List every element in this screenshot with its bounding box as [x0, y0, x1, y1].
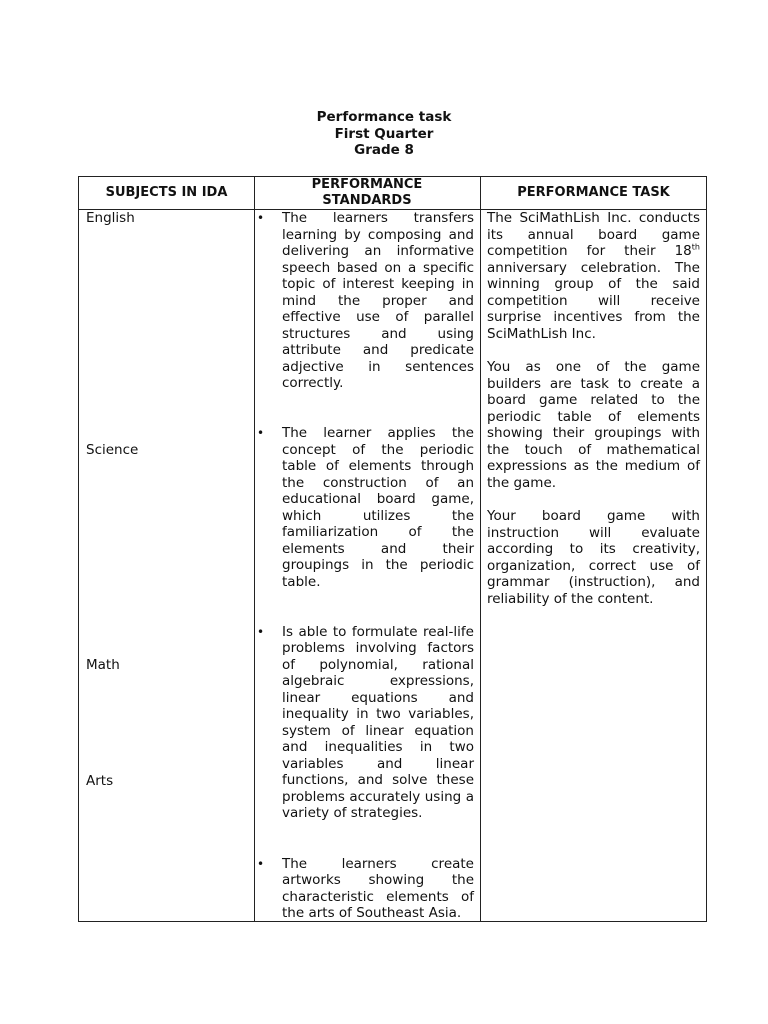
table-left-border: [78, 176, 79, 922]
table-right-border: [706, 176, 707, 922]
bullet-icon: •: [257, 856, 265, 871]
task-paragraph-3: Your board game with instruction will evaluate according to its creativity, organization, correct use of grammar (instruction), and reliability of the content.: [487, 508, 700, 607]
task-paragraph-1-text: The SciMathLish Inc. conducts its annual board game competition for their 18: [487, 210, 700, 259]
task-paragraph-1: [487, 210, 700, 342]
subject-arts: Arts: [86, 772, 114, 789]
ordinal-suffix: th: [691, 242, 700, 252]
subject-english: English: [86, 210, 135, 226]
standard-math: Is able to formulate real-life problems involving factors of polynomial, rational algebraic expressions, linear equations and inequality in two variables, system of linear equation and inequalities in two variables and linear functions, and solve these problems accurately using a variety of strategies.: [282, 623, 474, 821]
bullet-icon: •: [257, 624, 265, 639]
subject-science: Science: [86, 441, 139, 458]
bullet-icon: •: [257, 211, 265, 225]
task-paragraph-2: You as one of the game builders are task to create a board game related to the periodic table of elements showing their groupings with the touch of mathematical expressions as the medium of the game.: [487, 359, 700, 491]
column-divider-1: [254, 176, 255, 922]
column-divider-2: [480, 176, 481, 922]
header-subjects: SUBJECTS IN IDA: [105, 184, 228, 200]
header-standards: PERFORMANCE STANDARDS: [311, 176, 423, 208]
document-title: Performance task: [316, 109, 452, 125]
standard-english: The learners transfers learning by composing and delivering an informative speech based on a specific topic of interest keeping in mind the proper and effective use of parallel structures and using attribute and predicate adjective in sentences correctly.: [282, 210, 474, 391]
grade-label: Grade 8: [354, 142, 414, 158]
subject-math: Math: [86, 656, 120, 673]
standard-science: The learner applies the concept of the periodic table of elements through the construction of an educational board game, which utilizes the familiarization of the elements and their groupings in the periodic table.: [282, 425, 474, 590]
standard-arts: The learners create artworks showing the characteristic elements of the arts of Southeast Asia.: [282, 855, 474, 921]
task-paragraph-1-rest: anniversary celebration. The winning group of the said competition will receive surprise incentives from the SciMathLish Inc.: [487, 259, 700, 342]
header-task: PERFORMANCE TASK: [517, 184, 670, 200]
quarter-label: First Quarter: [334, 125, 434, 142]
bullet-icon: •: [257, 426, 265, 440]
